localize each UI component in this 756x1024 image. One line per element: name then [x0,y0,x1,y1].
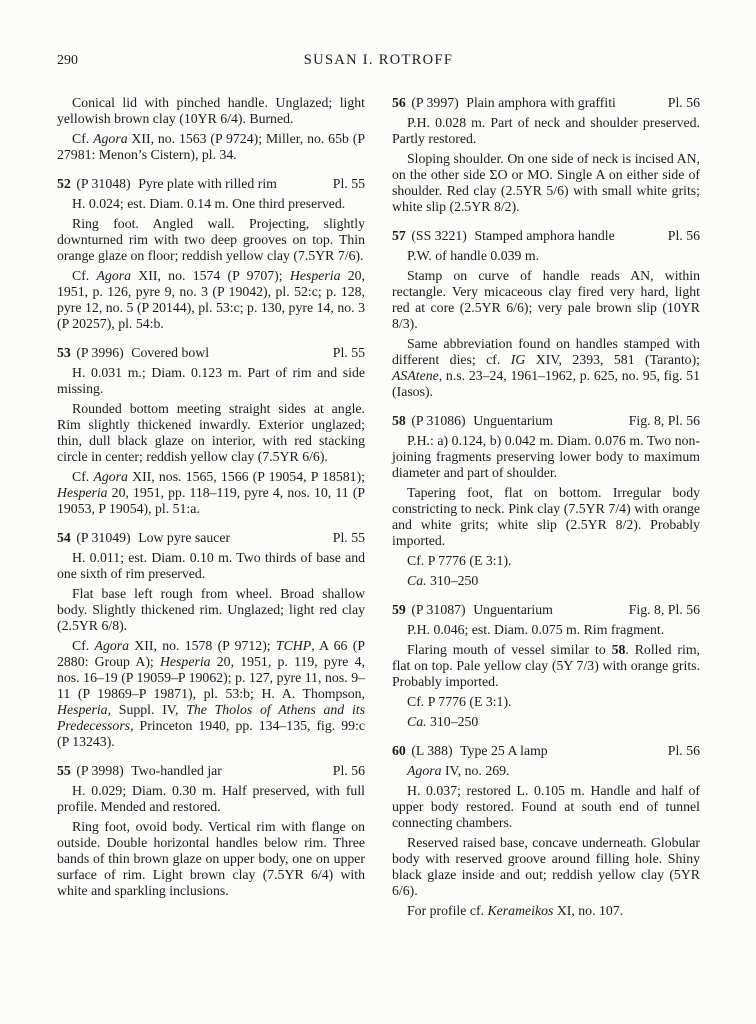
entry-heading-text [57,763,222,779]
catalog-number: (P 31086) [411,413,466,428]
text-run: Hesperia [289,268,341,283]
text-run: XII, no. 1563 (P 9724); Miller, no. 65b (P 27981: Menon’s Cistern), pl. 34. [57,131,365,162]
text-run: H. 0.024; est. Diam. 0.14 m. One third preserved. [72,196,346,211]
entry-heading [57,345,365,361]
entry-title: Low pyre saucer [138,530,231,545]
running-head-author: SUSAN I. ROTROFF [303,52,454,68]
text-run: Same abbreviation found on handles stamped with different dies; cf. [392,336,700,367]
text-run: Hesperia [57,702,108,717]
plate-reference: Pl. 56 [332,763,365,778]
text-run: Cf. [72,131,94,146]
text-run: TCHP [275,638,312,653]
paragraph [392,115,700,147]
paragraph [392,763,700,779]
paragraph [392,835,700,899]
text-run: Conical lid with pinched handle. Unglazed; light yellowish brown clay (10YR 6/4). Burned. [57,95,365,126]
catalog-number: (L 388) [411,743,453,758]
text-run: Rounded bottom meeting straight sides at angle. Rim slightly thickened inwardly. Exterior unglazed; thin, dull black glaze on interior, with red stacking circle in center; reddish yellow clay (7.5YR 6/6). [57,401,365,464]
text-run: ASAtene [392,368,439,383]
paragraph [392,485,700,549]
text-run: Reserved raised base, concave underneath. Globular body with reserved groove around filling hole. Shiny black glaze inside and out; reddish yellow clay (5YR 6/6). [392,835,700,898]
text-run: , Princeton 1940, pp. 134–135, fig. 99:c (P 13243). [57,718,365,749]
text-run: Hesperia [159,654,211,669]
plate-reference: Pl. 56 [667,228,700,243]
entry-heading [392,95,700,111]
text-run: Stamp on curve of handle reads AN, within rectangle. Very micaceous clay fired very hard, light red at core (2.5YR 6/6); very pale brown slip (10YR 8/3). [392,268,700,331]
entry-number: 57 [392,228,406,243]
text-run: Agora [407,763,442,778]
text-run: Cf. [72,469,94,484]
plate-reference: Pl. 56 [667,95,700,110]
paragraph [57,131,365,163]
text-run: H. 0.011; est. Diam. 0.10 m. Two thirds of base and one sixth of rim preserved. [57,550,365,581]
paragraph [57,268,365,332]
paragraph [57,783,365,815]
paragraph [57,216,365,264]
paragraph [392,642,700,690]
text-run: , n.s. 23–24, 1961–1962, p. 625, no. 95, fig. 51 (Iasos). [392,368,700,399]
plate-reference: Fig. 8, Pl. 56 [628,413,700,428]
text-run: Agora [94,638,130,653]
text-run: 58 [611,642,626,657]
text-run: P.W. of handle 0.039 m. [407,248,540,263]
text-run: 20, 1951, p. 126, pyre 9, no. 3 (P 19042), pl. 52:c; p. 128, pyre 12, no. 5 (P 20144), pl. 53:c; p. 130, pyre 14, no. 3 (P 20257), pl. 54:b. [57,268,366,331]
entry-heading [57,763,365,779]
entry-heading-text [57,176,277,192]
entry-number: 59 [392,602,406,617]
text-run: Agora [93,469,128,484]
plate-reference: Pl. 56 [667,743,700,758]
text-run: P.H. 0.028 m. Part of neck and shoulder preserved. Partly restored. [392,115,700,146]
catalog-number: (P 3997) [411,95,459,110]
catalog-number: (P 31049) [76,530,131,545]
text-run: 310–250 [426,714,479,729]
paragraph [392,694,700,710]
text-run: Ca. [407,714,427,729]
text-run: Cf. P 7776 (E 3:1). [407,553,512,568]
paragraph [392,783,700,831]
page-number: 290 [57,53,78,68]
text-run: XI, no. 107. [553,903,624,918]
paragraph [57,550,365,582]
entry-heading [392,743,700,759]
paragraph [392,622,700,638]
entry-title: Plain amphora with graffiti [466,95,616,110]
paragraph [57,586,365,634]
paragraph [57,196,365,212]
text-run: Hesperia [57,485,108,500]
entry-heading [57,530,365,546]
plate-reference: Pl. 55 [332,530,365,545]
paragraph [57,638,365,750]
entry-heading-text [392,602,553,618]
text-run: Flat base left rough from wheel. Broad shallow body. Slightly thickened rim. Unglazed; light red clay (2.5YR 6/8). [57,586,365,633]
paragraph [392,573,700,589]
text-run: H. 0.037; restored L. 0.105 m. Handle and half of upper body restored. Found at south end of tunnel connecting chambers. [392,783,700,830]
page-header [57,52,700,69]
entry-heading [392,602,700,618]
text-run: , Suppl. IV, [107,702,187,717]
left-column [57,95,365,919]
entry-title: Unguentarium [473,602,553,617]
text-run: 20, 1951, p. 119, pyre 4, nos. 16–19 (P 19059–P 19062); p. 127, pyre 11, nos. 9–11 (P 19869–P 19871), pl. 53:b; H. A. Thompson, [57,654,365,701]
entry-heading-text [392,95,616,111]
entry-number: 52 [57,176,71,191]
entry-heading [392,228,700,244]
entry-heading-text [57,345,209,361]
text-run: IV, no. 269. [441,763,510,778]
paragraph [57,95,365,127]
plate-reference: Pl. 55 [332,345,365,360]
entry-title: Two-handled jar [131,763,222,778]
entry-number: 54 [57,530,71,545]
text-run: Agora [93,131,128,146]
entry-title: Type 25 A lamp [460,743,548,758]
paragraph [392,336,700,400]
text-run: Ring foot, ovoid body. Vertical rim with flange on outside. Double horizontal handles below rim. Three bands of thin brown glaze on upper body, one on upper surface of rim. Light brown clay (7.5YR 6/4) with white and sparkling inclusions. [57,819,365,898]
text-run: XII, nos. 1565, 1566 (P 19054, P 18581); [127,469,365,484]
text-run: XIV, 2393, 581 (Taranto); [525,352,701,367]
entry-number: 56 [392,95,406,110]
paragraph [392,553,700,569]
entry-title: Pyre plate with rilled rim [138,176,277,191]
text-run: Agora [96,268,132,283]
text-run: For profile cf. [407,903,488,918]
entry-title: Unguentarium [473,413,553,428]
catalog-number: (P 31048) [76,176,131,191]
paragraph [392,433,700,481]
plate-reference: Pl. 55 [332,176,365,191]
entry-heading-text [392,228,615,244]
text-run: 310–250 [426,573,479,588]
text-run: 20, 1951, pp. 118–119, pyre 4, nos. 10, 11 (P 19053, P 19054), pl. 51:a. [57,485,365,516]
entry-heading-text [392,743,548,759]
text-run: Cf. P 7776 (E 3:1). [407,694,512,709]
entry-number: 60 [392,743,406,758]
text-run: H. 0.029; Diam. 0.30 m. Half preserved, with full profile. Mended and restored. [57,783,365,814]
paragraph [392,248,700,264]
catalog-number: (P 31087) [411,602,466,617]
text-run: Sloping shoulder. On one side of neck is incised AN, on the other side ΣO or MO. Single A on either side of shoulder. Red clay (2.5YR 5/6) with small white grits; white slip (2.5YR 8/2). [392,151,700,214]
paragraph [392,903,700,919]
text-run: XII, no. 1578 (P 9712); [129,638,276,653]
text-run: P.H.: a) 0.124, b) 0.042 m. Diam. 0.076 m. Two non-joining fragments preserving lower body to maximum diameter and part of shoulder. [392,433,700,480]
paragraph [392,268,700,332]
plate-reference: Fig. 8, Pl. 56 [628,602,700,617]
entry-title: Stamped amphora handle [474,228,615,243]
right-column [392,95,700,919]
paragraph [57,365,365,397]
text-run: The Tholos of Athens and its Predecessors [57,702,365,733]
paragraph [57,819,365,899]
catalog-number: (P 3996) [76,345,124,360]
paragraph [392,714,700,730]
text-run: Tapering foot, flat on bottom. Irregular body constricting to neck. Pink clay (7.5YR 7/4) with orange and white grits; white slip (2.5YR 8/2). Probably imported. [392,485,700,548]
text-run: H. 0.031 m.; Diam. 0.123 m. Part of rim and side missing. [57,365,365,396]
paragraph [57,469,365,517]
text-run: Flaring mouth of vessel similar to [407,642,612,657]
entry-title: Covered bowl [131,345,210,360]
catalog-number: (P 3998) [76,763,124,778]
entry-heading [392,413,700,429]
entry-number: 58 [392,413,406,428]
text-run: XII, no. 1574 (P 9707); [131,268,290,283]
text-run: . Rolled rim, flat on top. Pale yellow clay (5Y 7/3) with orange grits. Probably imported. [392,642,700,689]
entry-number: 55 [57,763,71,778]
entry-heading [57,176,365,192]
entry-heading-text [57,530,230,546]
text-run: Ring foot. Angled wall. Projecting, slightly downturned rim with two deep grooves on top. Thin orange glaze on floor; reddish yellow clay (7.5YR 7/6). [57,216,365,263]
entry-number: 53 [57,345,71,360]
text-run: P.H. 0.046; est. Diam. 0.075 m. Rim fragment. [407,622,665,637]
paragraph [392,151,700,215]
text-run: Kerameikos [487,903,554,918]
text-columns [57,95,700,919]
text-run: Cf. [72,638,95,653]
catalog-number: (SS 3221) [411,228,467,243]
paragraph [57,401,365,465]
text-run: , A 66 (P 2880: Group A); [57,638,365,669]
entry-heading-text [392,413,553,429]
text-run: Ca. [407,573,427,588]
text-run: IG [510,352,526,367]
text-run: Cf. [72,268,97,283]
